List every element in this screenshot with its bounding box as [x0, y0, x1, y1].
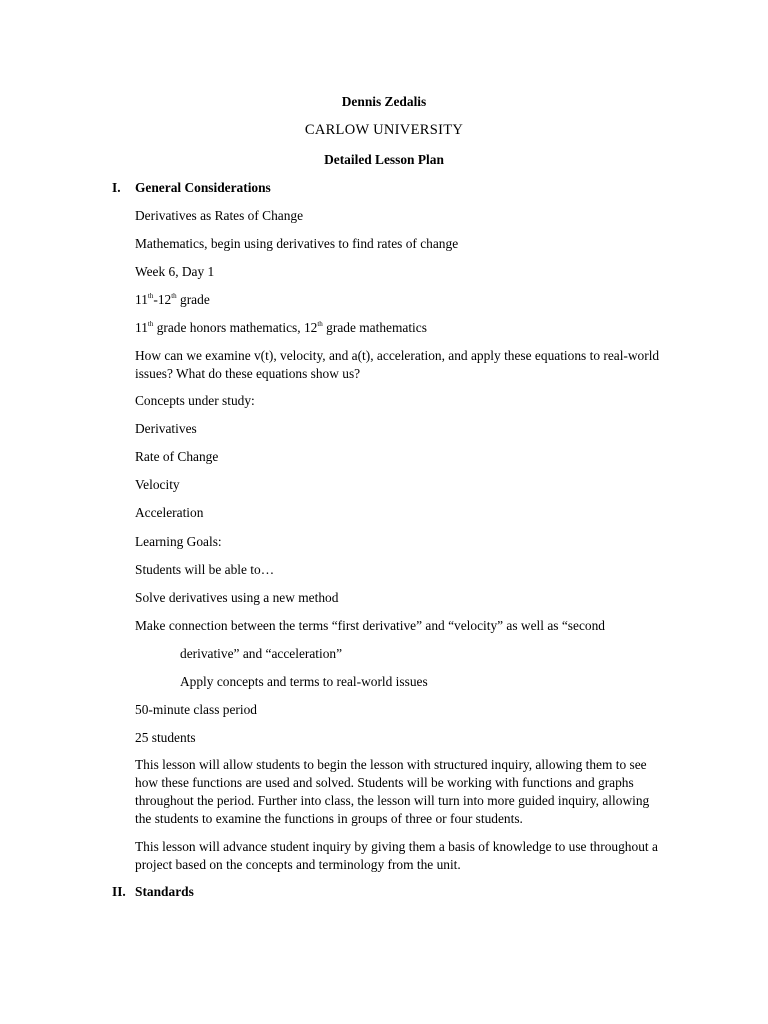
grade-classes-first: 11	[135, 320, 148, 335]
grade-range-end: -12	[153, 292, 172, 307]
grade-range-word: grade	[176, 292, 210, 307]
grade-range-end-suffix: th	[171, 291, 177, 300]
grade-classes	[135, 319, 427, 337]
concept-item: Rate of Change	[135, 449, 219, 464]
learning-goal-1: Solve derivatives using a new method	[135, 590, 339, 605]
grade-classes-end: grade mathematics	[322, 320, 427, 335]
grade-range-start: 11	[135, 292, 148, 307]
essential-question-line-1: How can we examine v(t), velocity, and a(t), acceleration, and apply these equations to real-world	[135, 348, 660, 363]
class-size: 25 students	[135, 730, 196, 745]
concept-item: Acceleration	[135, 505, 204, 520]
author-name: Dennis Zedalis	[341, 94, 427, 109]
inquiry-paragraph-line: the students to examine the functions in groups of three or four students.	[135, 811, 523, 826]
section-2-numeral: II.	[112, 884, 126, 899]
learning-goals-intro: Students will be able to…	[135, 562, 275, 577]
university-name: CARLOW UNIVERSITY	[304, 122, 464, 138]
lesson-week: Week 6, Day 1	[135, 264, 215, 279]
concept-item: Derivatives	[135, 421, 197, 436]
advancement-paragraph-line: project based on the concepts and terminology from the unit.	[135, 857, 461, 872]
grade-range-start-suffix: th	[147, 291, 154, 300]
inquiry-paragraph-line: how these functions are used and solved. Students will be working with functions and graphs	[135, 775, 634, 790]
learning-goal-2-line-1: Make connection between the terms “first derivative” and “velocity” as well as “second	[135, 618, 605, 633]
section-1-numeral: I.	[112, 180, 121, 195]
learning-goal-3: Apply concepts and terms to real-world issues	[180, 674, 428, 689]
section-1-title: General Considerations	[135, 180, 271, 195]
lesson-topic: Derivatives as Rates of Change	[135, 208, 304, 223]
grade-classes-second-suffix: th	[317, 319, 323, 328]
grade-classes-middle: grade honors mathematics, 12	[153, 320, 318, 335]
lesson-subject: Mathematics, begin using derivatives to find rates of change	[135, 236, 459, 251]
learning-goal-2-line-2: derivative” and “acceleration”	[180, 646, 343, 661]
concepts-label: Concepts under study:	[135, 393, 255, 408]
learning-goals-label: Learning Goals:	[135, 534, 222, 549]
inquiry-paragraph-line: throughout the period. Further into class, the lesson will turn into more guided inquiry, allowing	[135, 793, 650, 808]
grade-range	[135, 291, 210, 309]
class-duration: 50-minute class period	[135, 702, 257, 717]
grade-classes-first-suffix: th	[147, 319, 154, 328]
inquiry-paragraph-line: This lesson will allow students to begin the lesson with structured inquiry, allowing them to see	[135, 757, 647, 772]
section-2-title: Standards	[135, 884, 194, 899]
advancement-paragraph-line: This lesson will advance student inquiry by giving them a basis of knowledge to use throughout a	[135, 839, 658, 854]
concept-item: Velocity	[135, 477, 180, 492]
document-title: Detailed Lesson Plan	[324, 152, 444, 167]
essential-question-line-2: issues? What do these equations show us?	[135, 366, 361, 381]
